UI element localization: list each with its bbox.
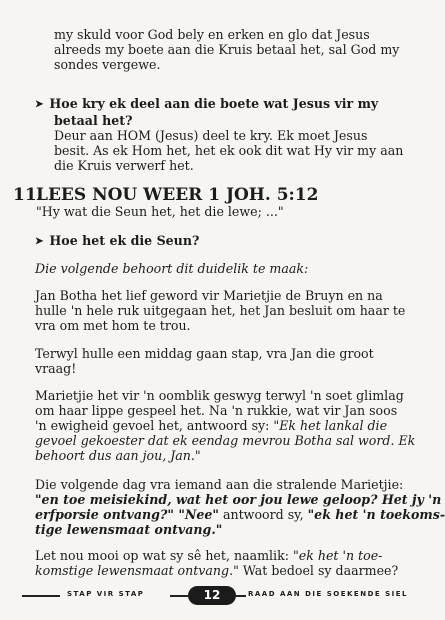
- text-span: Let nou mooi op wat sy sê het, naamlik:: [35, 548, 293, 563]
- page-number: 12: [188, 586, 236, 605]
- text-line: Jan Botha het lief geword vir Marietjie de Bruyn en na: [35, 288, 383, 303]
- footer-rule: [22, 595, 60, 597]
- paragraph-5: [0, 548, 400, 578]
- text-span: antwoord sy,: [219, 507, 308, 522]
- text-line: Die volgende behoort dit duidelik te maak:: [35, 261, 309, 276]
- text-line: die Kruis verwerf het.: [54, 158, 194, 173]
- text-line: [0, 548, 400, 563]
- section-heading: [0, 185, 400, 205]
- paragraph-2: [0, 346, 400, 376]
- text-line: vra om met hom te trou.: [35, 318, 191, 333]
- italic-span: komstige lewensmaat ontvang.": [35, 563, 239, 578]
- text-line: [0, 418, 400, 433]
- question-text: Hoe kry ek deel aan die boete wat Jesus vir my: [49, 96, 379, 111]
- quote-line: "Hy wat die Seun het, het die lewe; ...": [36, 204, 284, 219]
- section-quote: [0, 204, 400, 219]
- text-line: Marietjie het vir 'n oomblik geswyg terwyl 'n soet glimlag: [35, 388, 404, 403]
- question-1: [0, 96, 404, 173]
- arrow-bullet-icon: ➤: [35, 99, 44, 110]
- text-line: my skuld voor God bely en erken en glo dat Jesus: [54, 27, 370, 42]
- text-line: Deur aan HOM (Jesus) deel te kry. Ek moet Jesus: [54, 128, 368, 143]
- italic-span: "Ek het lankal die: [273, 418, 388, 433]
- text-line: gevoel gekoester dat ek eendag mevrou Botha sal word. Ek: [35, 433, 416, 448]
- italic-span: "ek het 'n toe-: [292, 548, 383, 563]
- italic-span: "Nee": [178, 507, 219, 522]
- text-line: [0, 507, 445, 522]
- text-line: sondes vergewe.: [54, 57, 161, 72]
- section-title: LEES NOU WEER 1 JOH. 5:12: [36, 185, 319, 205]
- text-line: vraag!: [35, 361, 77, 376]
- text-line: Die volgende dag vra iemand aan die stralende Marietjie:: [35, 477, 404, 492]
- text-span: Wat bedoel sy daarmee?: [238, 563, 399, 578]
- text-line: om haar lippe gespeel het. Na 'n rukkie, wat vir Jan soos: [35, 403, 398, 418]
- question-2: [0, 233, 400, 250]
- paragraph-4: [0, 477, 445, 537]
- footer-right-text: RAAD AAN DIE SOEKENDE SIEL: [248, 590, 408, 598]
- text-line: besit. As ek Hom het, het ek ook dit wat Hy vir my aan: [54, 143, 404, 158]
- text-line: "en toe meisiekind, wat het oor jou lewe geloop? Het jy 'n: [35, 492, 442, 507]
- text-line: tige lewensmaat ontvang.": [35, 522, 223, 537]
- arrow-bullet-icon: ➤: [35, 236, 44, 247]
- text-line: Terwyl hulle een middag gaan stap, vra Jan die groot: [35, 346, 374, 361]
- footer-rule: [170, 595, 188, 597]
- paragraph-3: [0, 388, 416, 463]
- question-line: betaal het?: [54, 113, 133, 128]
- section-number: 11.: [13, 185, 43, 205]
- text-line: hulle 'n hele ruk uitgegaan het, het Jan besluit om haar te: [35, 303, 406, 318]
- text-line: behoort dus aan jou, Jan.": [35, 448, 201, 463]
- page-footer: [22, 586, 408, 606]
- italic-span: erfporsie ontvang?": [35, 507, 179, 522]
- text-span: 'n ewigheid gevoel het, antwoord sy:: [35, 418, 274, 433]
- intro-paragraph: [0, 27, 400, 72]
- italic-span: "ek het 'n toekoms-: [307, 507, 445, 522]
- paragraph-1: [0, 288, 406, 333]
- footer-left-text: STAP VIR STAP: [67, 590, 145, 598]
- text-line: alreeds my boete aan die Kruis betaal het, sal God my: [54, 42, 400, 57]
- footer-rule: [236, 595, 246, 597]
- question-text: Hoe het ek die Seun?: [49, 233, 200, 248]
- question-line: [0, 96, 400, 113]
- intro-italic: [0, 261, 400, 276]
- text-line: [0, 563, 400, 578]
- question-line: [0, 233, 400, 250]
